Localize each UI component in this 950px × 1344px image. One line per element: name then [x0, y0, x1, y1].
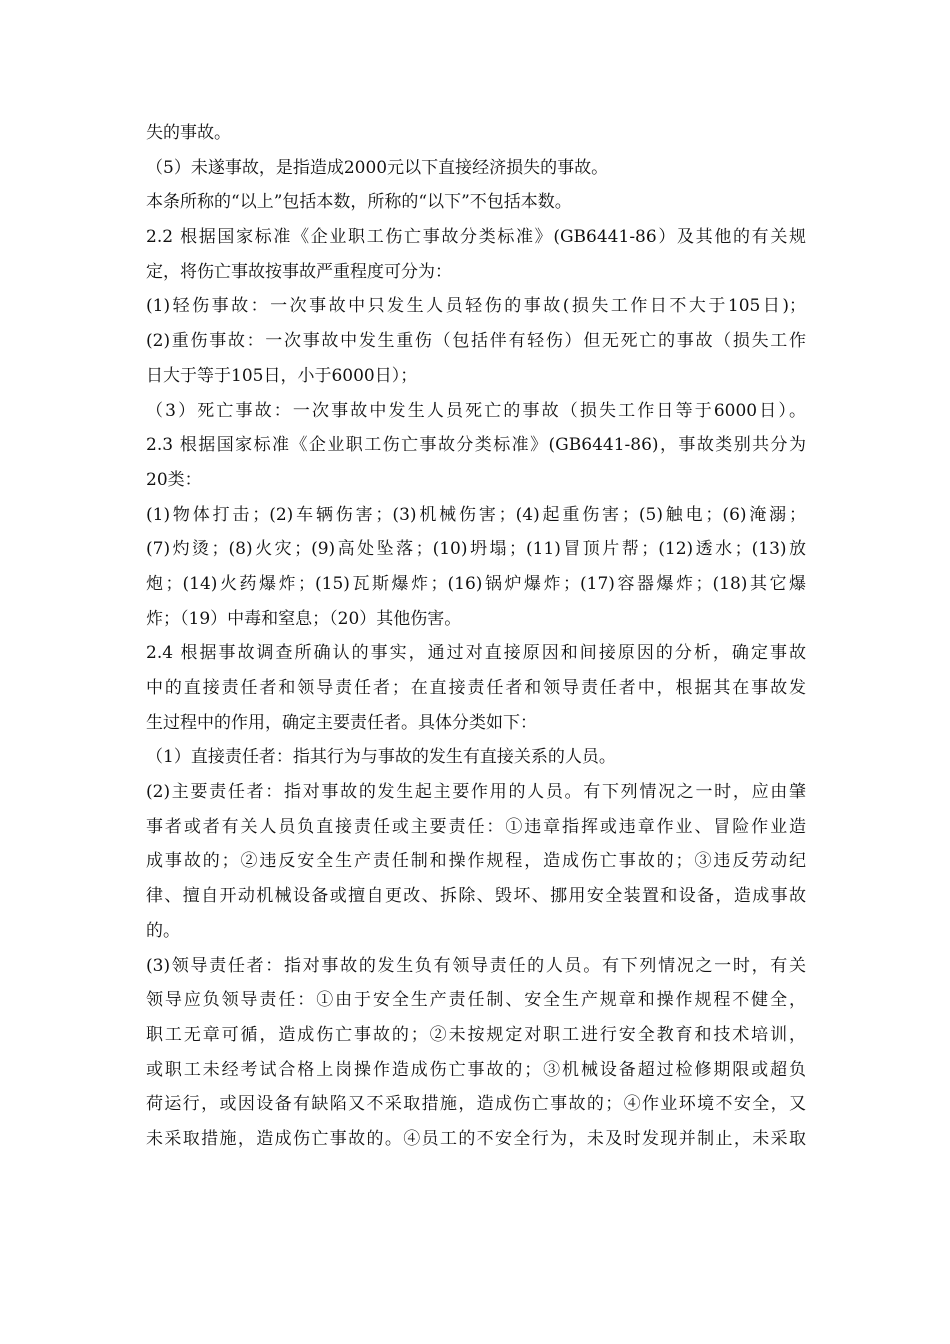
text-line: 中的直接责任者和领导责任者；在直接责任者和领导责任者中，根据其在事故发 — [146, 678, 806, 698]
text-line: 日大于等于105日，小于6000日）； — [146, 365, 418, 386]
text-line: 2.4 根据事故调查所确认的事实，通过对直接原因和间接原因的分析，确定事故 — [146, 643, 806, 664]
text-line: 荷运行，或因设备有缺陷又不采取措施，造成伤亡事故的；④作业环境不安全，又 — [146, 1094, 806, 1115]
text-line: (7)灼烫；(8)火灾；(9)高处坠落；(10)坍塌；(11)冒顶片帮；(12)透水；(13)放 — [146, 539, 806, 560]
text-line: 炸；（19）中毒和窒息；（20）其他伤害。 — [146, 608, 462, 629]
text-line: (2)重伤事故：一次事故中发生重伤（包括伴有轻伤）但无死亡的事故（损失工作 — [146, 331, 806, 352]
text-line: (1)物体打击；(2)车辆伤害；(3)机械伤害；(4)起重伤害；(5)触电；(6)淹溺； — [146, 504, 806, 525]
text-line: 本条所称的“以上”包括本数，所称的“以下”不包括本数。 — [146, 192, 572, 213]
text-line: （5）未遂事故，是指造成2000元以下直接经济损失的事故。 — [146, 157, 609, 178]
text-line: 职工无章可循，造成伤亡事故的；②未按规定对职工进行安全教育和技术培训， — [146, 1024, 806, 1045]
text-line: 20类： — [146, 469, 202, 490]
text-line: 未采取措施，造成伤亡事故的。④员工的不安全行为，未及时发现并制止，未采取 — [146, 1128, 806, 1149]
text-line: 2.3 根据国家标准《企业职工伤亡事故分类标准》(GB6441-86)，事故类别共分为 — [146, 435, 806, 456]
text-line: （3）死亡事故：一次事故中发生人员死亡的事故（损失工作日等于6000日）。 — [146, 400, 806, 421]
text-line: （1）直接责任者：指其行为与事故的发生有直接关系的人员。 — [146, 747, 616, 768]
text-line: 2.2 根据国家标准《企业职工伤亡事故分类标准》(GB6441-86）及其他的有关规 — [146, 227, 806, 248]
text-line: 成事故的；②违反安全生产责任制和操作规程，造成伤亡事故的；③违反劳动纪 — [146, 851, 806, 872]
text-line: 的。 — [146, 920, 180, 941]
text-line: 炮；(14)火药爆炸；(15)瓦斯爆炸；(16)锅炉爆炸；(17)容器爆炸；(18)其它爆 — [146, 573, 806, 594]
text-line: 领导应负领导责任：①由于安全生产责任制、安全生产规章和操作规程不健全， — [146, 990, 806, 1011]
text-line: (1)轻伤事故：一次事故中只发生人员轻伤的事故(损失工作日不大于105日)； — [146, 296, 806, 317]
text-line: 定，将伤亡事故按事故严重程度可分为： — [146, 261, 452, 282]
text-line: 律、擅自开动机械设备或擅自更改、拆除、毁坏、挪用安全装置和设备，造成事故 — [146, 886, 806, 907]
text-line: (3)领导责任者：指对事故的发生负有领导责任的人员。有下列情况之一时，有关 — [146, 955, 806, 976]
text-line: 失的事故。 — [146, 123, 231, 143]
text-line: 事者或者有关人员负直接责任或主要责任：①违章指挥或违章作业、冒险作业造 — [146, 816, 806, 837]
document-body — [146, 116, 806, 1157]
text-line: 或职工未经考试合格上岗操作造成伤亡事故的；③机械设备超过检修期限或超负 — [146, 1059, 806, 1080]
text-line: 生过程中的作用，确定主要责任者。具体分类如下： — [146, 712, 537, 733]
text-line: (2)主要责任者：指对事故的发生起主要作用的人员。有下列情况之一时，应由肇 — [146, 782, 806, 803]
